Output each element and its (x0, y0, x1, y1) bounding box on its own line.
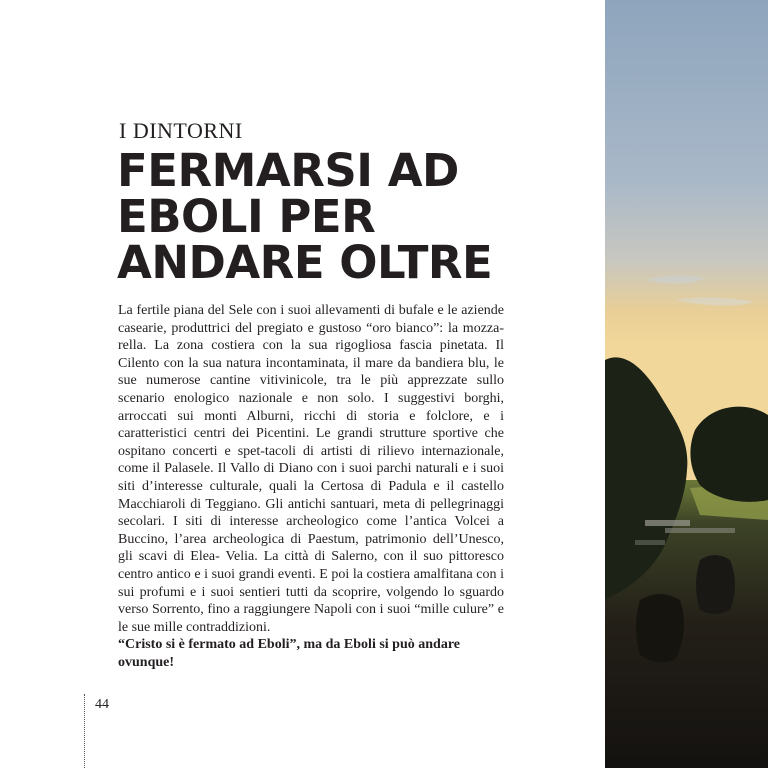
page-number: 44 (95, 697, 109, 712)
headline-line: EBOLI PER (117, 190, 376, 243)
landscape-photo (605, 0, 768, 768)
section-kicker: I DINTORNI (119, 118, 243, 143)
article-headline (117, 144, 587, 289)
folio-divider (84, 694, 85, 768)
headline-line: ANDARE OLTRE (117, 236, 493, 289)
body-paragraph: La fertile piana del Sele con i suoi allevamenti di bufale e le aziende casearie, produttrici del pregiato e gustoso “oro bianco”: la mozza-rella. La zona costiera con la sua rigogliosa fascia pinetata. Il Cilento con la sua natura incontaminata, il mare da bandiera blu, le sue numerose cantine vitivinicole, tra le più apprezzate sullo scenario enologico nazionale e non solo. I suggestivi borghi, arroccati sui monti Alburni, ricchi di storia e folclore, e i caratteristici centri dei Picentini. Le grandi strutture sportive che ospitano concerti e spet-tacoli di artisti di rilievo internazionale, come il Palasele. Il Vallo di Diano con i suoi parchi naturali e i suoi siti d’interesse culturale, quali la Certosa di Padula e il castello Macchiaroli di Teggiano. Gli antichi santuari, meta di pellegrinaggi secolari. I siti di interesse archeologico come l’antica Volcei a Buccino, l’area archeologica di Paestum, patrimonio dell’Unesco, gli scavi di Elea- Velia. La città di Salerno, con il suo pittoresco centro antico e i suoi grandi eventi. E poi la costiera amalfitana con i sui profumi e i suoi sentieri tutti da scoprire, volgendo lo sguardo verso Sorrento, fino a raggiungere Napoli con i suoi “mille culure” e le sue mille contraddizioni. (118, 303, 504, 635)
article-body (118, 302, 504, 671)
headline-line: FERMARSI AD (117, 144, 459, 197)
closing-quote: “Cristo si è fermato ad Eboli”, ma da Eboli si può andare ovunque! (118, 637, 460, 670)
